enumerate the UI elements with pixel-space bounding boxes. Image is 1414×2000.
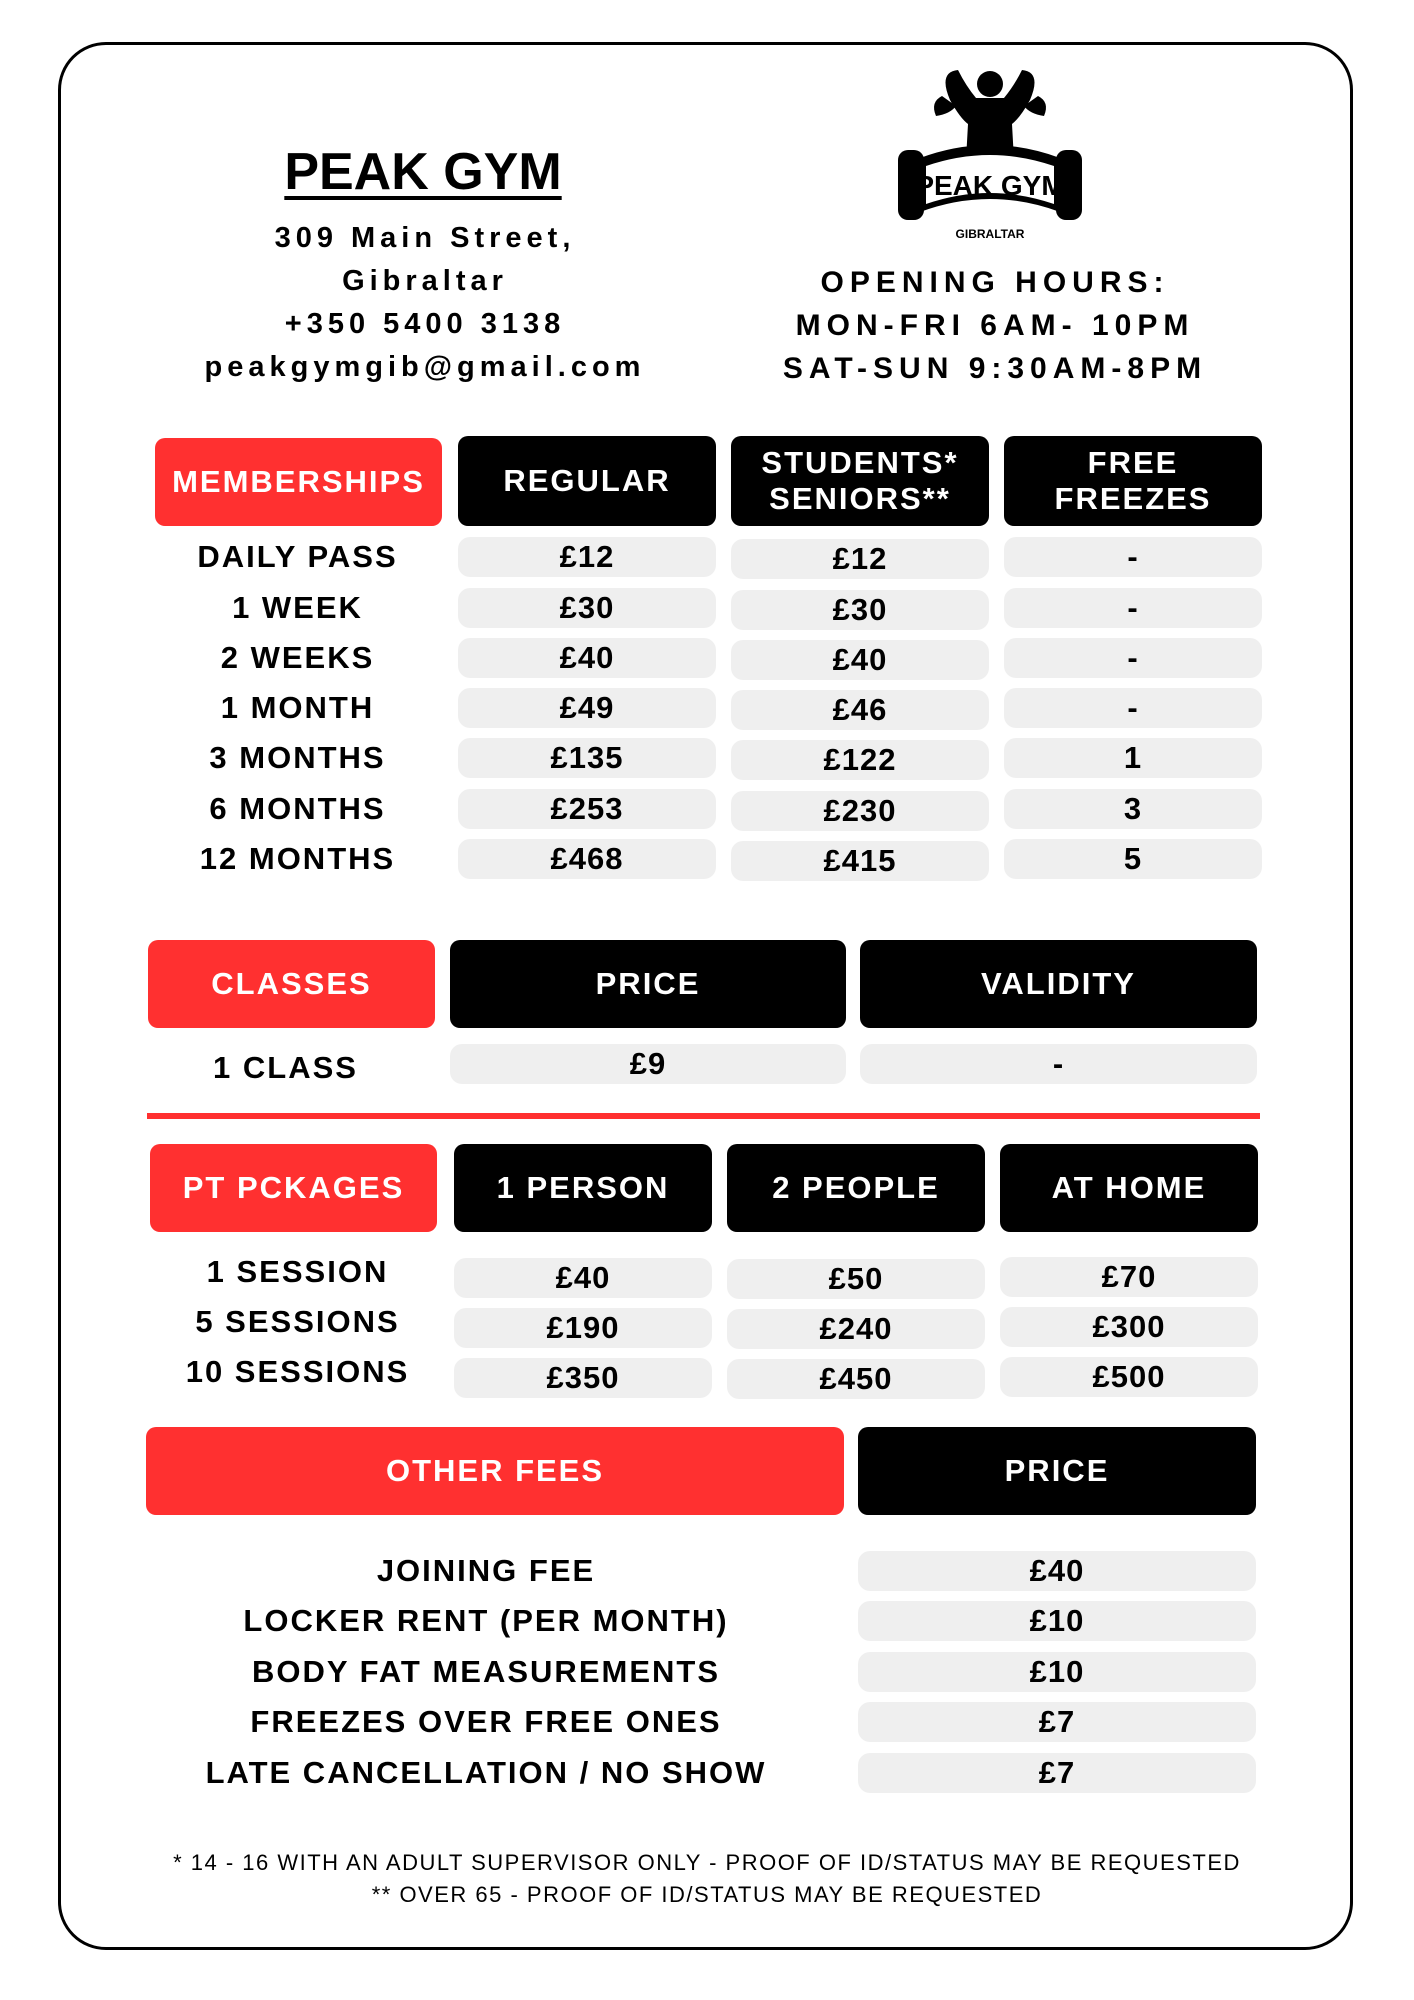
- other-fee-price-cell: £7: [858, 1753, 1256, 1793]
- students-price-cell: £30: [731, 590, 989, 630]
- other-fee-price-cell: £10: [858, 1652, 1256, 1692]
- seniors-header-label: SENIORS**: [769, 481, 951, 516]
- free-freezes-cell: 1: [1004, 738, 1262, 778]
- membership-row-label: 6 MONTHS: [209, 791, 386, 826]
- footnote-students: * 14 - 16 WITH AN ADULT SUPERVISOR ONLY - PROOF OF ID/STATUS MAY BE REQUESTED: [173, 1850, 1241, 1875]
- other-fee-price-cell: £7: [858, 1702, 1256, 1742]
- gym-name: PEAK GYM: [284, 143, 562, 201]
- membership-row-label: 12 MONTHS: [199, 841, 396, 876]
- pt-row-label: 1 SESSION: [206, 1254, 389, 1289]
- other-fee-label: LATE CANCELLATION / NO SHOW: [205, 1755, 767, 1790]
- class-price-cell: £9: [450, 1044, 846, 1084]
- regular-price-cell: £468: [458, 839, 716, 879]
- other-fee-label: JOINING FEE: [376, 1553, 596, 1588]
- address-line1: 309 Main Street,: [274, 222, 576, 254]
- at-home-price-cell: £70: [1000, 1257, 1258, 1297]
- phone-number: +350 5400 3138: [284, 308, 566, 340]
- free-freezes-cell: 3: [1004, 789, 1262, 829]
- at-home-price-cell: £500: [1000, 1357, 1258, 1397]
- students-price-cell: £415: [731, 841, 989, 881]
- memberships-header: MEMBERSHIPS: [155, 438, 442, 526]
- students-price-cell: £230: [731, 791, 989, 831]
- two-people-header: 2 PEOPLE: [727, 1144, 985, 1232]
- free-freezes-cell: -: [1004, 537, 1262, 577]
- regular-price-cell: £12: [458, 537, 716, 577]
- other-fee-label: FREEZES OVER FREE ONES: [250, 1704, 722, 1739]
- students-price-cell: £122: [731, 740, 989, 780]
- one-person-price-cell: £40: [454, 1258, 712, 1298]
- pt-packages-header: PT PCKAGES: [150, 1144, 437, 1232]
- regular-price-cell: £30: [458, 588, 716, 628]
- other-fees-price-header: PRICE: [858, 1427, 1256, 1515]
- email-address: peakgymgib@gmail.com: [204, 351, 646, 383]
- students-price-cell: £46: [731, 690, 989, 730]
- regular-price-cell: £253: [458, 789, 716, 829]
- other-fee-price-cell: £40: [858, 1551, 1256, 1591]
- two-people-price-cell: £240: [727, 1309, 985, 1349]
- one-person-header: 1 PERSON: [454, 1144, 712, 1232]
- other-fees-header: OTHER FEES: [146, 1427, 844, 1515]
- two-people-price-cell: £50: [727, 1259, 985, 1299]
- freezes-header-label: FREEZES: [1054, 481, 1212, 516]
- hours-weekday: MON-FRI 6AM- 10PM: [795, 309, 1195, 342]
- hours-weekend: SAT-SUN 9:30AM-8PM: [782, 352, 1208, 385]
- other-fee-price-cell: £10: [858, 1601, 1256, 1641]
- hours-title: OPENING HOURS:: [820, 266, 1170, 299]
- other-fee-label: BODY FAT MEASUREMENTS: [252, 1654, 720, 1689]
- classes-header: CLASSES: [148, 940, 435, 1028]
- footnote-seniors: ** OVER 65 - PROOF OF ID/STATUS MAY BE REQUESTED: [371, 1882, 1043, 1907]
- classes-price-header: PRICE: [450, 940, 846, 1028]
- free-freezes-header: [1004, 436, 1262, 526]
- regular-header: REGULAR: [458, 436, 716, 526]
- free-freezes-cell: -: [1004, 638, 1262, 678]
- gym-logo-icon: [880, 62, 1100, 247]
- students-seniors-header: [731, 436, 989, 526]
- regular-price-cell: £135: [458, 738, 716, 778]
- logo-text: PEAK GYM: [915, 170, 1065, 201]
- address-line2: Gibraltar: [342, 265, 508, 297]
- validity-header: VALIDITY: [860, 940, 1257, 1028]
- students-price-cell: £12: [731, 539, 989, 579]
- one-person-price-cell: £350: [454, 1358, 712, 1398]
- class-row-label: 1 CLASS: [213, 1050, 358, 1085]
- free-freezes-cell: -: [1004, 688, 1262, 728]
- membership-row-label: 2 WEEKS: [220, 640, 375, 675]
- two-people-price-cell: £450: [727, 1359, 985, 1399]
- membership-row-label: 3 MONTHS: [209, 740, 386, 775]
- free-header-label: FREE: [1087, 445, 1179, 481]
- pt-row-label: 10 SESSIONS: [185, 1354, 410, 1389]
- pt-row-label: 5 SESSIONS: [195, 1304, 400, 1339]
- at-home-price-cell: £300: [1000, 1307, 1258, 1347]
- membership-row-label: DAILY PASS: [197, 539, 398, 574]
- membership-row-label: 1 WEEK: [232, 590, 363, 625]
- free-freezes-cell: -: [1004, 588, 1262, 628]
- logo-subtext: GIBRALTAR: [955, 227, 1025, 241]
- class-validity-cell: -: [860, 1044, 1257, 1084]
- regular-price-cell: £49: [458, 688, 716, 728]
- students-header-label: STUDENTS*: [761, 445, 959, 481]
- section-divider: [147, 1113, 1260, 1119]
- one-person-price-cell: £190: [454, 1308, 712, 1348]
- at-home-header: AT HOME: [1000, 1144, 1258, 1232]
- other-fee-label: LOCKER RENT (PER MONTH): [243, 1603, 729, 1638]
- free-freezes-cell: 5: [1004, 839, 1262, 879]
- regular-price-cell: £40: [458, 638, 716, 678]
- students-price-cell: £40: [731, 640, 989, 680]
- membership-row-label: 1 MONTH: [220, 690, 375, 725]
